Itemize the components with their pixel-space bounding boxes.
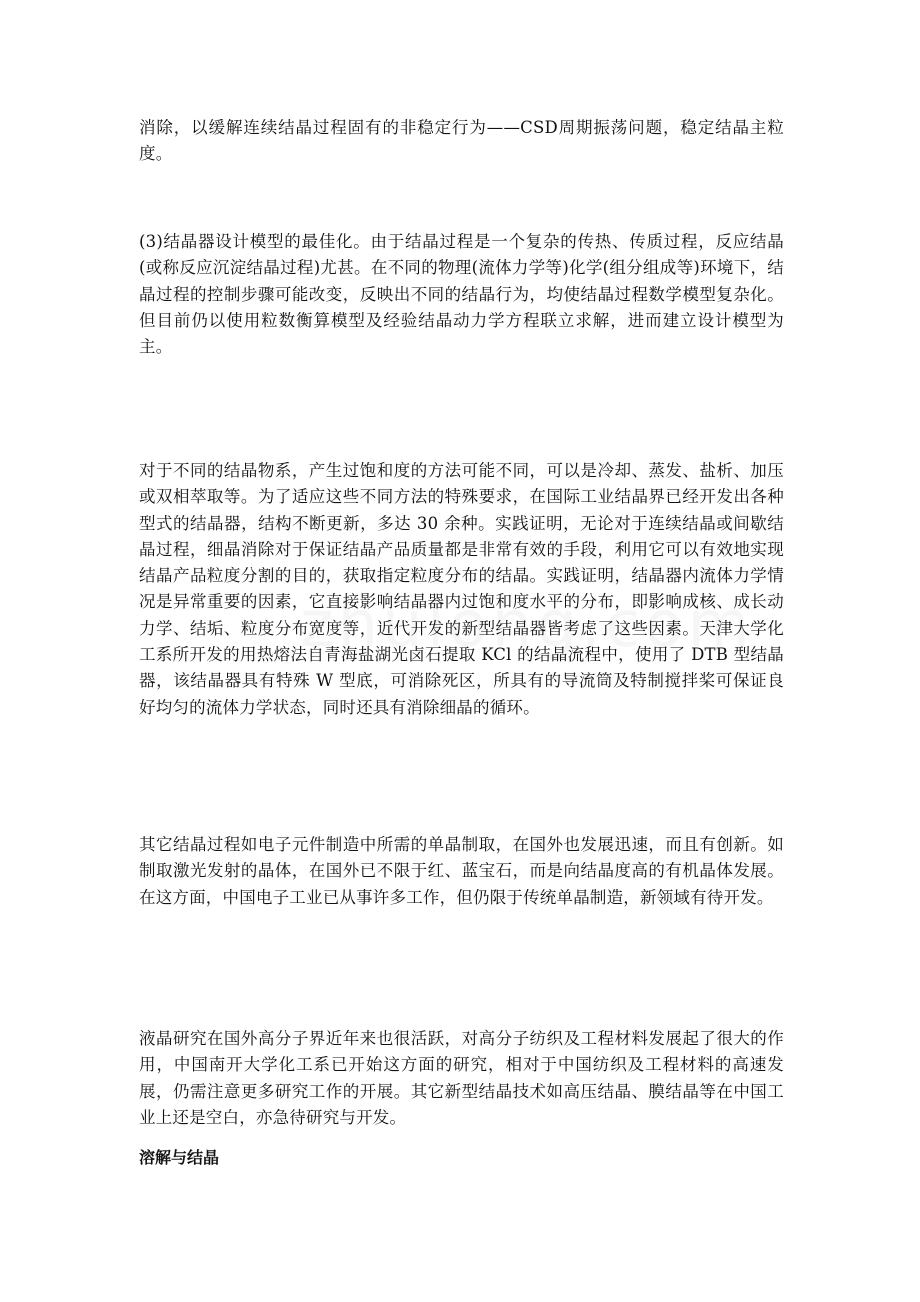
- section-heading: 溶解与结晶: [139, 1148, 220, 1167]
- paragraph-5: 液晶研究在国外高分子界近年来也很活跃，对高分子纺织及工程材料发展起了很大的作用，中国南开大学化工系已开始这方面的研究，相对于中国纺织及工程材料的高速发展，仍需注意更多研究工作的开展。其它新型结晶技术如高压结晶、膜结晶等在中国工业上还是空白，亦急待研究与开发。: [139, 1029, 784, 1127]
- paragraph-3: 对于不同的结晶物系，产生过饱和度的方法可能不同，可以是冷却、蒸发、盐析、加压或双相萃取等。为了适应这些不同方法的特殊要求，在国际工业结晶界已经开发出各种型式的结晶器，结构不断更新，多达 30 余种。实践证明，无论对于连续结晶或间歇结晶过程，细晶消除对于保证结晶产品质量都是非常有效的手段，利用它可以有效地实现结晶产品粒度分割的目的，获取指定粒度分布的结晶。实践证明，结晶器内流体力学情况是异常重要的因素，它直接影响结晶器内过饱和度水平的分布，即影响成核、成长动力学、结垢、粒度分布宽度等，近代开发的新型结晶器皆考虑了这些因素。天津大学化工系所开发的用热熔法自青海盐湖光卤石提取 KCl 的结晶流程中，使用了 DTB 型结晶器，该结晶器具有特殊 W 型底，可消除死区，所具有的导流筒及特制搅拌桨可保证良好均匀的流体力学状态，同时还具有消除细晶的循环。: [139, 461, 784, 717]
- paragraph-2: (3)结晶器设计模型的最佳化。由于结晶过程是一个复杂的传热、传质过程，反应结晶(或称反应沉淀结晶过程)尤甚。在不同的物理(流体力学等)化学(组分组成等)环境下，结晶过程的控制步骤可能改变，反映出不同的结晶行为，均使结晶过程数学模型复杂化。但目前仍以使用粒数衡算模型及经验结晶动力学方程联立求解，进而建立设计模型为主。: [139, 232, 784, 357]
- paragraph-4: 其它结晶过程如电子元件制造中所需的单晶制取，在国外也发展迅速，而且有创新。如制取激光发射的晶体，在国外已不限于红、蓝宝石，而是向结晶度高的有机晶体发展。在这方面，中国电子工业已从事许多工作，但仍限于传统单晶制造，新领域有待开发。: [139, 835, 784, 907]
- paragraph-1: 消除，以缓解连续结晶过程固有的非稳定行为——CSD周期振荡问题，稳定结晶主粒度。: [139, 118, 784, 164]
